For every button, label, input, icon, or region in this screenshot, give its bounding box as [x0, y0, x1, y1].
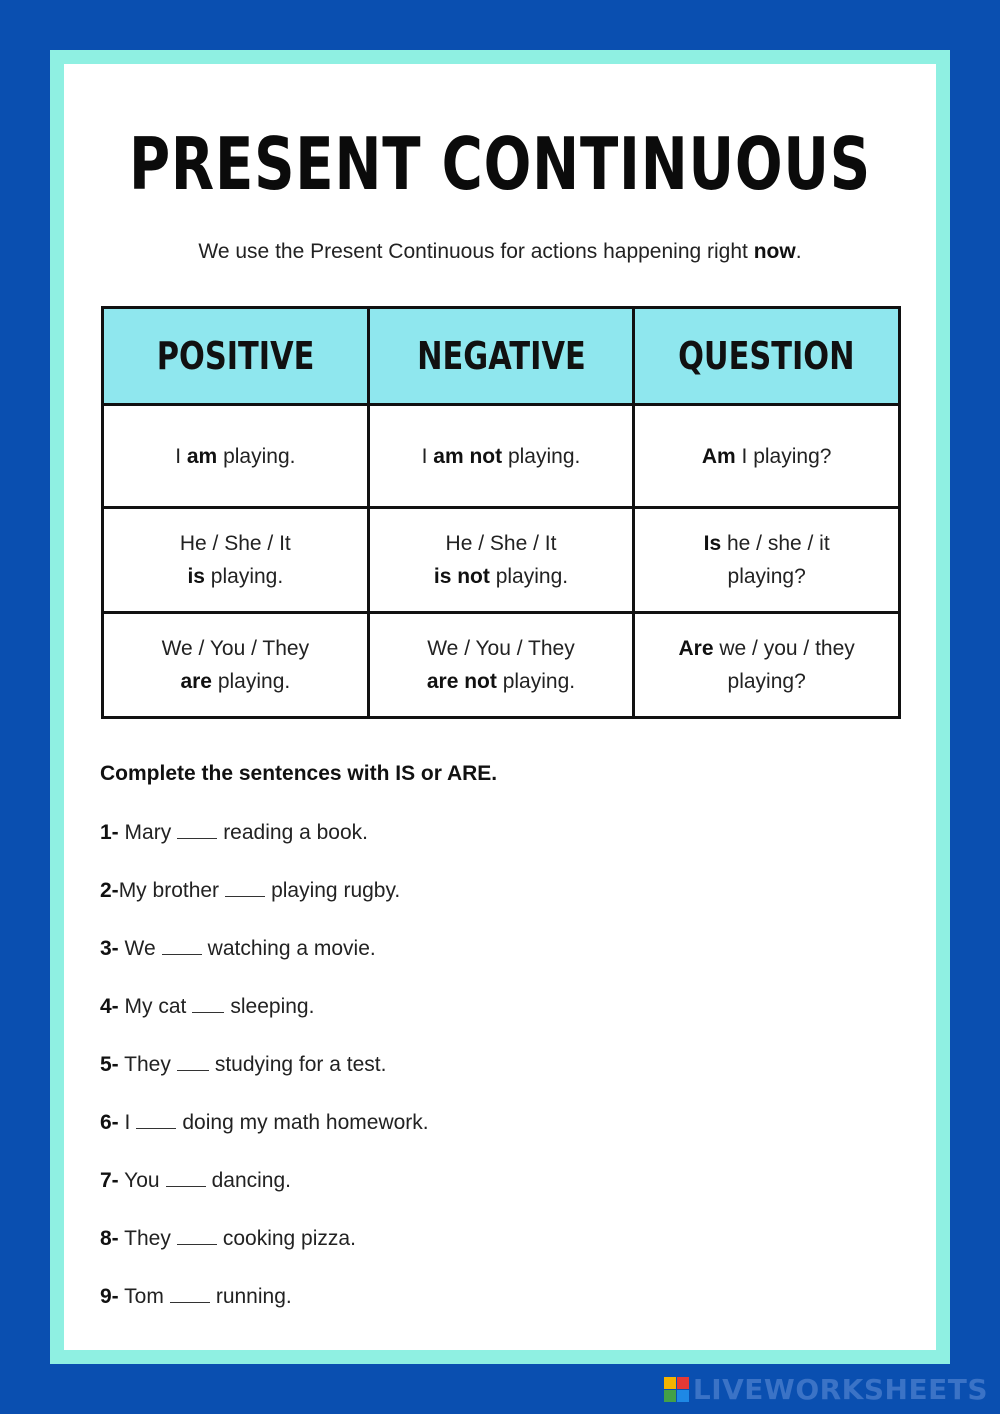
exercise-list — [100, 820, 429, 1342]
exercise-number: 1- — [100, 821, 119, 844]
subtitle-emphasis: now — [753, 240, 796, 263]
liveworksheets-logo-icon — [664, 1377, 689, 1402]
answer-blank[interactable] — [162, 936, 202, 955]
exercise-item: 4- My cat sleeping. — [100, 995, 315, 1018]
liveworksheets-brand[interactable] — [664, 1374, 988, 1404]
grammar-table — [101, 306, 901, 719]
header-negative: NEGATIVE — [368, 308, 634, 405]
answer-blank[interactable] — [177, 1226, 217, 1245]
exercise-item: 1- Mary reading a book. — [100, 821, 368, 844]
exercise-number: 6- — [100, 1111, 119, 1134]
cell-question: Am I playing? — [634, 405, 900, 508]
exercise-number: 2- — [100, 879, 119, 902]
exercise-item: 9- Tom running. — [100, 1285, 292, 1308]
cell-positive: He / She / It is playing. — [103, 508, 369, 613]
subtitle-text: We use the Present Continuous for actions happening right — [198, 240, 754, 263]
exercise-item: 5- They studying for a test. — [100, 1053, 387, 1076]
cell-question: Are we / you / they playing? — [634, 613, 900, 718]
cell-negative: I am not playing. — [368, 405, 634, 508]
answer-blank[interactable] — [170, 1284, 210, 1303]
exercise-number: 5- — [100, 1053, 119, 1076]
cell-positive: We / You / They are playing. — [103, 613, 369, 718]
cell-question: Is he / she / it playing? — [634, 508, 900, 613]
answer-blank[interactable] — [136, 1110, 176, 1129]
answer-blank[interactable] — [177, 1052, 209, 1071]
logo-square — [664, 1390, 676, 1402]
exercise-item: 8- They cooking pizza. — [100, 1227, 356, 1250]
answer-blank[interactable] — [177, 820, 217, 839]
table-row — [103, 508, 900, 613]
exercise-item: 3- We watching a movie. — [100, 937, 376, 960]
answer-blank[interactable] — [225, 878, 265, 897]
header-positive: POSITIVE — [103, 308, 369, 405]
logo-square — [677, 1390, 689, 1402]
exercise-instruction: Complete the sentences with IS or ARE. — [100, 762, 498, 785]
exercise-number: 9- — [100, 1285, 119, 1308]
answer-blank[interactable] — [192, 994, 224, 1013]
exercise-number: 8- — [100, 1227, 119, 1250]
brand-name: LIVEWORKSHEETS — [692, 1372, 988, 1406]
table-row — [103, 405, 900, 508]
table-header-row — [103, 308, 900, 405]
exercise-item: 7- You dancing. — [100, 1169, 291, 1192]
header-question: QUESTION — [634, 308, 900, 405]
exercise-item: 6- I doing my math homework. — [100, 1111, 429, 1134]
cell-negative: We / You / They are not playing. — [368, 613, 634, 718]
cell-positive: I am playing. — [103, 405, 369, 508]
subtitle — [0, 240, 1000, 264]
exercise-number: 4- — [100, 995, 119, 1018]
answer-blank[interactable] — [166, 1168, 206, 1187]
subtitle-period: . — [795, 240, 802, 263]
exercise-number: 7- — [100, 1169, 119, 1192]
table-row — [103, 613, 900, 718]
exercise-item: 2-My brother playing rugby. — [100, 879, 401, 902]
page-title: PRESENT CONTINUOUS — [128, 122, 872, 206]
cell-negative: He / She / It is not playing. — [368, 508, 634, 613]
logo-square — [664, 1377, 676, 1389]
exercise-number: 3- — [100, 937, 119, 960]
logo-square — [677, 1377, 689, 1389]
